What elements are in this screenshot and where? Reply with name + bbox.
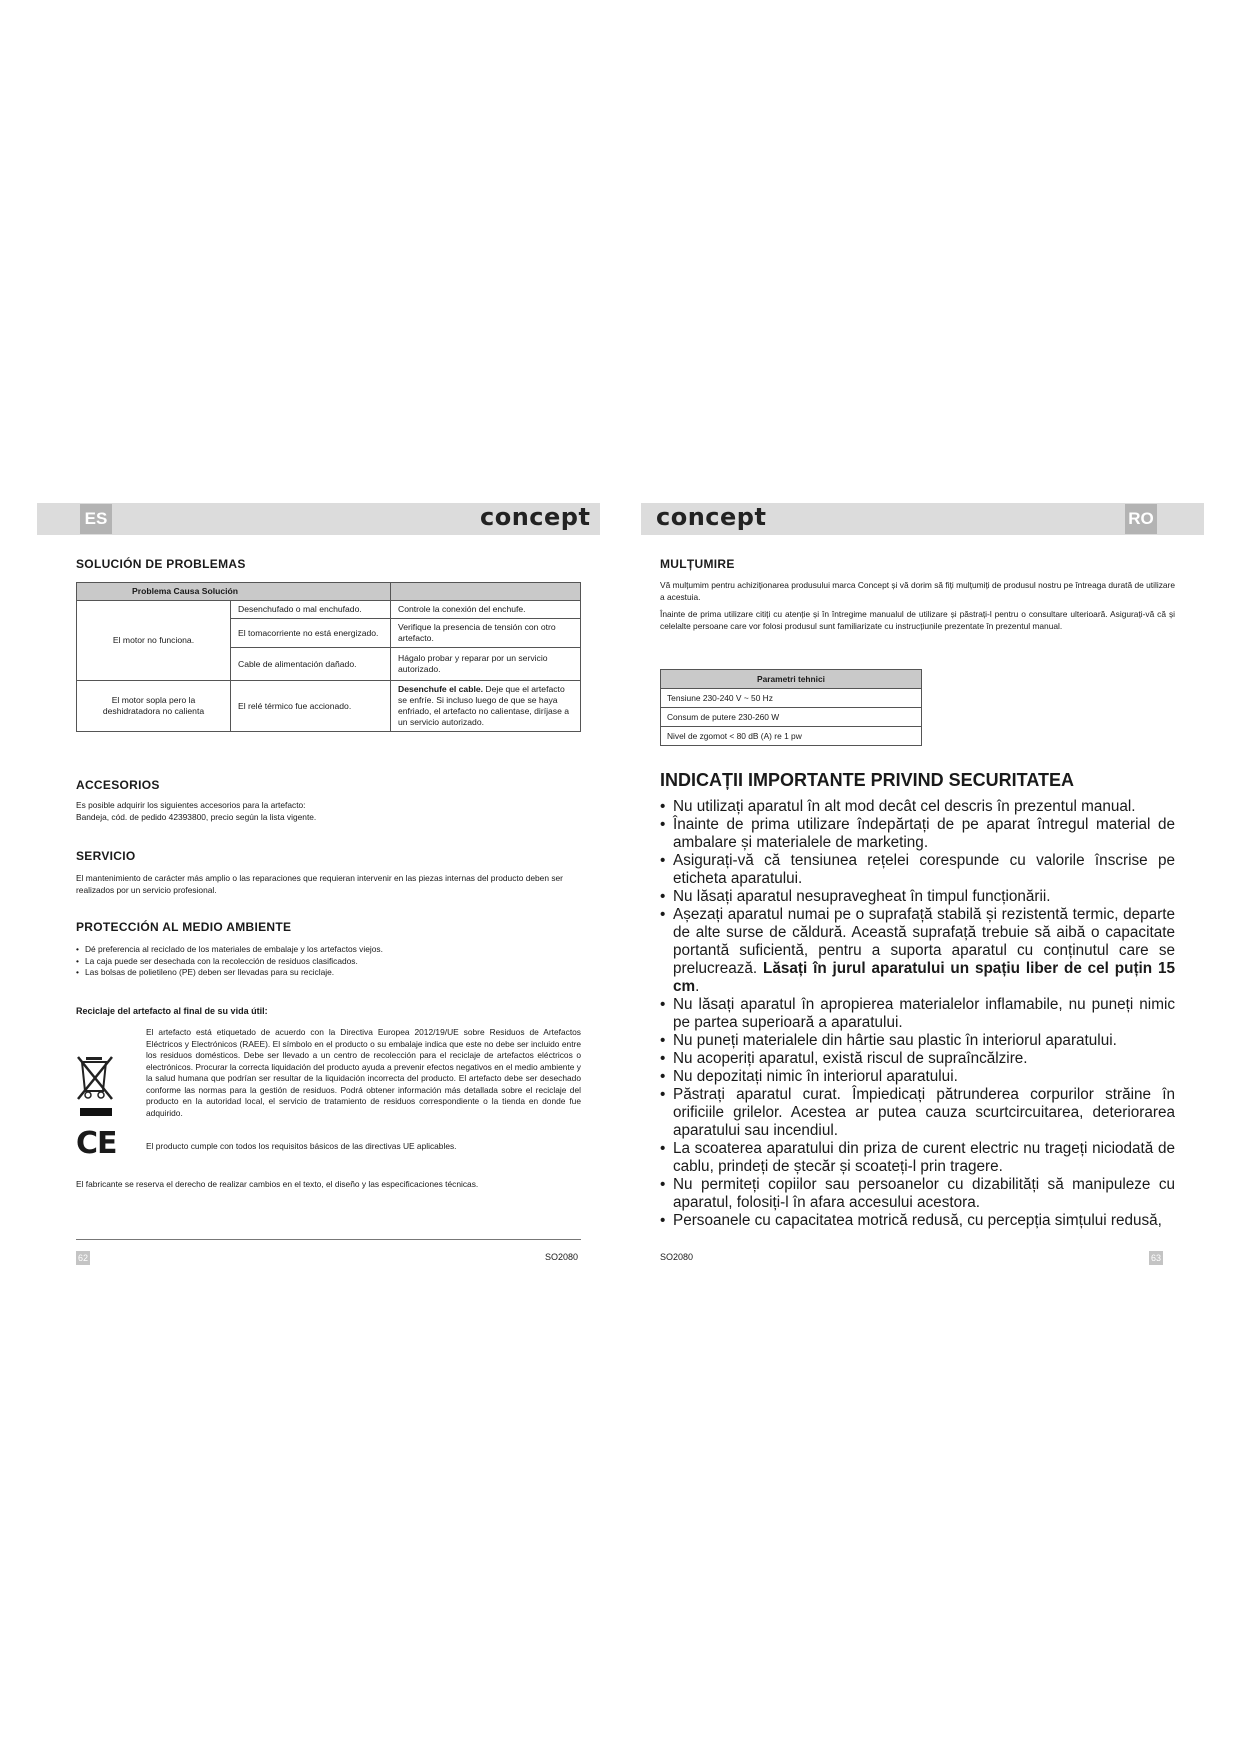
language-badge-ro: RO (1125, 504, 1157, 534)
list-item: • La scoaterea aparatului din priza de curent electric nu trageți niciodată de cablu, prindeți de ștecăr și scoateți-l prin tragere. (660, 1140, 1175, 1176)
solution-text: Deje que el artefacto se enfríe. Si incluso luego de que se haya enfriado, el artefacto no calientase, diríjase a un servicio autorizado. (398, 684, 570, 727)
accessories-text (76, 800, 581, 823)
params-title: Parametri tehnici (661, 670, 922, 689)
page-number-right: 63 (1150, 1253, 1161, 1263)
thanks-title: MULȚUMIRE (660, 557, 735, 571)
list-item: • Nu puneți materialele din hârtie sau plastic în interiorul aparatului. (660, 1032, 1175, 1050)
safety-text-end: . (695, 978, 700, 995)
thanks-paragraph-2: Înainte de prima utilizare citiți cu atenție și în întregime manualul de utilizare și păstrați-l pentru o consultare ulterioară. Asigurați-vă că și celelalte persoane care vor folosi produsul sunt familiarizate cu instrucțiunile prezentate în prezentul manual. (660, 609, 1175, 631)
service-text: El mantenimiento de carácter más amplio o las reparaciones que requieran intervenir en las piezas internas del producto deben ser realizados por un servicio profesional. (76, 873, 563, 895)
cause-cell: Desenchufado o mal enchufado. (231, 601, 391, 619)
safety-text: Așezați aparatul numai pe o suprafață stabilă și rezistentă termic, departe de alte surse de căldură. Această suprafață trebuie să aibă o capacitate portantă suficientă, pentru a suporta aparatul cu conținutul care se prelucrează. (673, 906, 1175, 977)
brand-logo-left: concept (480, 503, 591, 531)
technical-params-table (660, 669, 922, 746)
page-number-left: 62 (77, 1253, 88, 1263)
list-item: • Nu utilizați aparatul în alt mod decât cel descris în prezentul manual. (660, 798, 1175, 816)
solution-bold: Desenchufe el cable. (398, 684, 484, 694)
list-item: • Nu depozitați nimic în interiorul aparatului. (660, 1068, 1175, 1086)
cause-cell: Cable de alimentación dañado. (231, 648, 391, 681)
table-header-empty (391, 583, 581, 601)
list-item: • Las bolsas de polietileno (PE) deben ser llevadas para su reciclaje. (76, 967, 581, 979)
accessories-title: ACCESORIOS (76, 778, 160, 792)
list-item: • Asigurați-vă că tensiunea rețelei corespunde cu valorile înscrise pe eticheta aparatului. (660, 852, 1175, 888)
ce-text: El producto cumple con todos los requisitos básicos de las directivas UE aplicables. (146, 1141, 457, 1151)
param-row: Tensiune 230-240 V ~ 50 Hz (661, 689, 922, 708)
manufacturer-note: El fabricante se reserva el derecho de realizar cambios en el texto, el diseño y las especificaciones técnicas. (76, 1179, 479, 1189)
environment-list (76, 944, 581, 979)
list-item: • Dé preferencia al reciclado de los materiales de embalaje y los artefactos viejos. (76, 944, 581, 956)
list-item (660, 906, 1175, 996)
language-badge-es: ES (80, 504, 112, 534)
param-row: Consum de putere 230-260 W (661, 708, 922, 727)
problem-cell: El motor sopla pero la deshidratadora no calienta (77, 681, 231, 732)
safety-bold: Lăsați în jurul aparatului un spațiu liber de cel puțin 15 cm (673, 960, 1176, 995)
service-title: SERVICIO (76, 849, 136, 863)
list-item: • Nu acoperiți aparatul, există riscul de supraîncălzire. (660, 1050, 1175, 1068)
table-header: Problema Causa Solución (77, 583, 391, 601)
accessories-line: Bandeja, cód. de pedido 42393800, precio según la lista vigente. (76, 811, 317, 822)
troubleshooting-title: SOLUCIÓN DE PROBLEMAS (76, 557, 246, 571)
troubleshooting-table (76, 582, 581, 732)
solution-cell: Verifique la presencia de tensión con otro artefacto. (391, 619, 581, 648)
footer-divider (76, 1239, 581, 1240)
environment-title: PROTECCIÓN AL MEDIO AMBIENTE (76, 920, 292, 934)
safety-list (660, 798, 1175, 1230)
recycling-title: Reciclaje del artefacto al final de su vida útil: (76, 1006, 268, 1016)
accessories-line: Es posible adquirir los siguientes accesorios para la artefacto: (76, 800, 306, 810)
list-item: • Păstrați aparatul curat. Împiedicați pătrunderea corpurilor străine în orificiile grilelor. Acestea ar putea cauza scurtcircuitarea, deteriorarea aparatului sau incendiul. (660, 1086, 1175, 1140)
safety-title: INDICAȚII IMPORTANTE PRIVIND SECURITATEA (660, 770, 1074, 790)
param-row: Nivel de zgomot < 80 dB (A) re 1 pw (661, 727, 922, 746)
brand-logo-right: concept (656, 503, 767, 531)
ce-mark-icon: CE (76, 1126, 117, 1161)
list-item: • Înainte de prima utilizare îndepărtați de pe aparat întregul material de ambalare și materialele de marketing. (660, 816, 1175, 852)
solution-cell (391, 681, 581, 732)
list-item: • Nu lăsați aparatul în apropierea materialelor inflamabile, nu puneți nimic pe partea superioară a aparatului. (660, 996, 1175, 1032)
problem-cell: El motor no funciona. (77, 601, 231, 681)
solution-cell: Hágalo probar y reparar por un servicio autorizado. (391, 648, 581, 681)
cause-cell: El tomacorriente no está energizado. (231, 619, 391, 648)
thanks-paragraph-1: Vă mulțumim pentru achiziționarea produsului marca Concept și vă dorim să fiți mulțumiți de produsul nostru pe întreaga durată de utilizare a acestuia. (660, 580, 1175, 602)
model-number-right: SO2080 (660, 1252, 694, 1262)
recycling-text: El artefacto está etiquetado de acuerdo con la Directiva Europea 2012/19/UE sobre Residuos de Artefactos Eléctricos y Electrónicos (RAEE). El símbolo en el producto o su embalaje indica que este no debe ser incluido entre los residuos domésticos. Debe ser llevado a un centro de recolección para el reciclaje de artefactos eléctricos o electrónicos. Procurar la correcta liquidación del producto ayuda a prevenir efectos negativos en el medio ambiente y la salud humana que podrían ser resultar de la liquidación incorrecta del producto. El artefacto debe ser desechado conforme las normas para la gestión de residuos. Podrá obtener información más detallada sobre el reciclaje del producto en la autoridad local, el servicio de tratamiento de residuos correspondiente o la tienda en donde fue adquirido. (146, 1027, 581, 1118)
list-item: • Nu lăsați aparatul nesupravegheat în timpul funcționării. (660, 888, 1175, 906)
list-item: • Nu permiteți copiilor sau persoanelor cu dizabilități să manipuleze cu aparatul, folosiți-l în afara accesului acestora. (660, 1176, 1175, 1212)
model-number-left: SO2080 (545, 1252, 579, 1262)
list-item: • La caja puede ser desechada con la recolección de residuos clasificados. (76, 956, 581, 968)
solution-cell: Controle la conexión del enchufe. (391, 601, 581, 619)
list-item: • Persoanele cu capacitatea motrică redusă, cu percepția simțului redusă, (660, 1212, 1175, 1230)
weee-bin-icon (76, 1053, 116, 1119)
cause-cell: El relé térmico fue accionado. (231, 681, 391, 732)
